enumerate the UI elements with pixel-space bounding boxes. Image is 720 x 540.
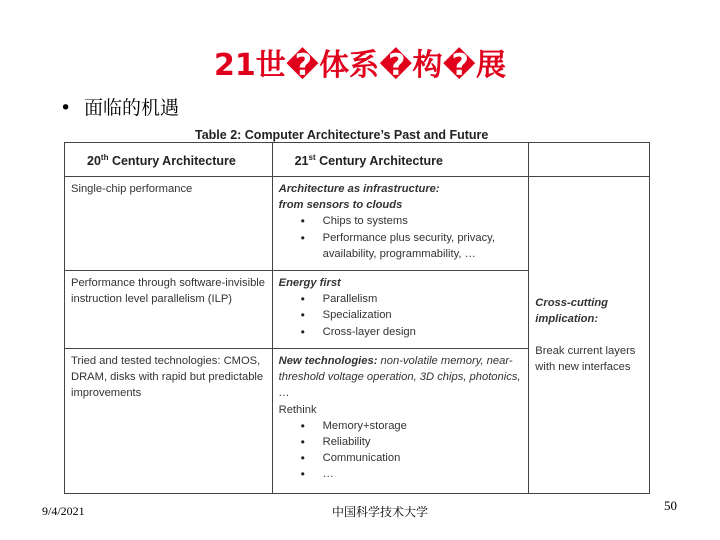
- row1-right: [272, 177, 529, 271]
- row2-left: Performance through software-invisible instruction level parallelism (ILP): [65, 271, 273, 349]
- row3-sub: Rethink: [278, 403, 317, 416]
- list-item: • Reliability: [301, 434, 523, 450]
- row1-heading-2: from sensors to clouds: [278, 199, 403, 212]
- footer-date: 9/4/2021: [42, 504, 85, 518]
- table-caption: Table 2: Computer Architecture’s Past and Future: [195, 128, 489, 142]
- row1-heading-1: Architecture as infrastructure:: [278, 183, 440, 195]
- bullet-dot: •: [60, 97, 72, 119]
- list-item: • Chips to systems: [301, 213, 523, 229]
- list-item: • Performance plus security, privacy, availability, programmability, …: [301, 230, 523, 262]
- header-20th-century: 20th Century Architecture: [65, 143, 273, 177]
- table-row: [65, 177, 650, 271]
- row2-heading: Energy first: [278, 277, 341, 289]
- row1-list: [279, 213, 523, 262]
- row3-list: [279, 418, 523, 483]
- list-item: • Communication: [301, 450, 523, 466]
- list-item: • Cross-layer design: [301, 324, 523, 340]
- row3-left: Tried and tested technologies: CMOS, DRAM, disks with rapid but predictable improvements: [65, 349, 273, 494]
- row3-right: [272, 349, 529, 494]
- cross-cutting-cell: [529, 177, 650, 494]
- bullet-item: [60, 93, 179, 120]
- list-item: • Specialization: [301, 307, 523, 323]
- list-item: • …: [301, 466, 523, 482]
- page-number: 50: [664, 498, 677, 513]
- header-21st-century: 21st Century Architecture: [272, 143, 529, 177]
- footer-organization: 中国科学技术大学: [331, 505, 428, 519]
- row2-list: [279, 291, 523, 340]
- slide-title: 21世�体系�构�展: [214, 48, 506, 83]
- architecture-table: [64, 142, 650, 494]
- row2-right: [272, 271, 529, 349]
- list-item: • Parallelism: [301, 291, 523, 307]
- cross-heading: Cross-cutting implication:: [535, 296, 608, 325]
- row1-left: Single-chip performance: [65, 177, 273, 271]
- row3-heading: New technologies: non-volatile memory, near-threshold voltage operation, 3D chips, photonics, …: [278, 355, 521, 400]
- cross-text: Break current layers with new interfaces: [535, 345, 636, 374]
- list-item: • Memory+storage: [301, 418, 523, 434]
- header-empty: [529, 143, 650, 177]
- table-header-row: [65, 143, 650, 177]
- bullet-text: 面临的机遇: [84, 97, 180, 119]
